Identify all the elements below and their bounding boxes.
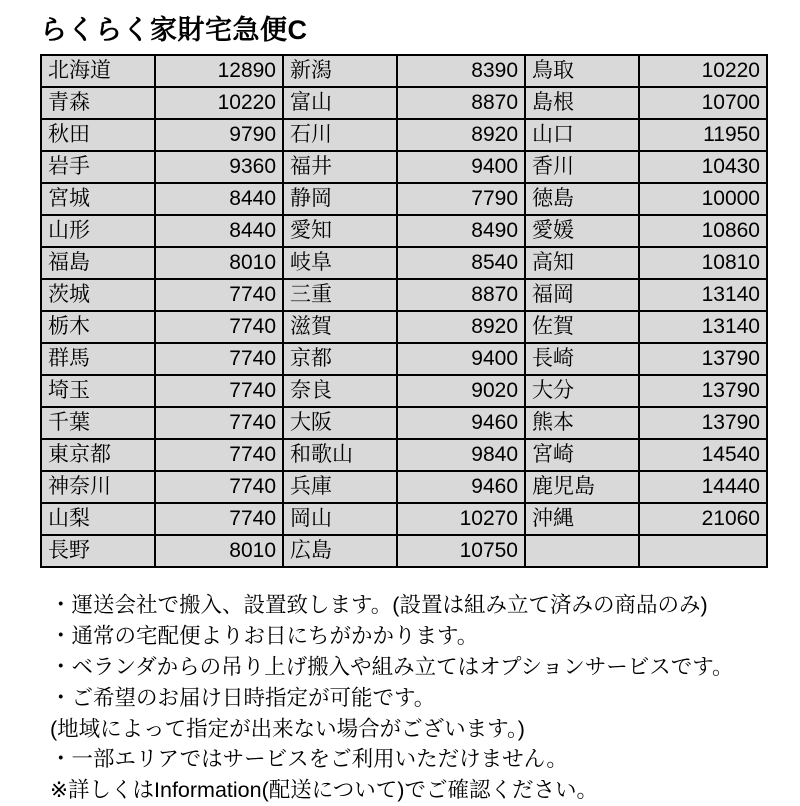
- prefecture-cell: 山形: [41, 215, 155, 247]
- prefecture-cell: 滋賀: [283, 311, 397, 343]
- price-cell: 14540: [639, 439, 767, 471]
- shipping-rate-table: [40, 54, 768, 568]
- price-cell: 8870: [397, 279, 525, 311]
- prefecture-cell: 長野: [41, 535, 155, 567]
- prefecture-cell: 香川: [525, 151, 639, 183]
- prefecture-cell: 石川: [283, 119, 397, 151]
- table-row: [41, 119, 767, 151]
- price-cell: 7740: [155, 503, 283, 535]
- prefecture-cell: 大阪: [283, 407, 397, 439]
- price-cell: 13140: [639, 311, 767, 343]
- prefecture-cell: 富山: [283, 87, 397, 119]
- price-cell: 9460: [397, 407, 525, 439]
- prefecture-cell: 宮崎: [525, 439, 639, 471]
- price-cell: 8390: [397, 55, 525, 87]
- table-row: [41, 439, 767, 471]
- prefecture-cell: 高知: [525, 247, 639, 279]
- price-cell: 12890: [155, 55, 283, 87]
- table-row: [41, 55, 767, 87]
- price-cell: 10750: [397, 535, 525, 567]
- prefecture-cell: 新潟: [283, 55, 397, 87]
- prefecture-cell: 徳島: [525, 183, 639, 215]
- table-row: [41, 503, 767, 535]
- table-row: [41, 151, 767, 183]
- note-line: (地域によって指定が出来ない場合がございます。): [50, 716, 525, 741]
- page-title: らくらく家財宅急便C: [40, 15, 308, 45]
- prefecture-cell: 岡山: [283, 503, 397, 535]
- price-cell: 9840: [397, 439, 525, 471]
- prefecture-cell: 東京都: [41, 439, 155, 471]
- prefecture-cell: 鳥取: [525, 55, 639, 87]
- prefecture-cell: 熊本: [525, 407, 639, 439]
- prefecture-cell: 大分: [525, 375, 639, 407]
- table-row: [41, 279, 767, 311]
- price-cell: 8010: [155, 535, 283, 567]
- price-cell: 14440: [639, 471, 767, 503]
- prefecture-cell: 奈良: [283, 375, 397, 407]
- prefecture-cell: 福岡: [525, 279, 639, 311]
- price-cell: 8540: [397, 247, 525, 279]
- prefecture-cell: 和歌山: [283, 439, 397, 471]
- price-cell: 7740: [155, 439, 283, 471]
- empty-cell: [639, 535, 767, 567]
- price-cell: 10220: [639, 55, 767, 87]
- prefecture-cell: 茨城: [41, 279, 155, 311]
- prefecture-cell: 埼玉: [41, 375, 155, 407]
- prefecture-cell: 千葉: [41, 407, 155, 439]
- prefecture-cell: 広島: [283, 535, 397, 567]
- price-cell: 10810: [639, 247, 767, 279]
- price-cell: 7740: [155, 279, 283, 311]
- price-cell: 13790: [639, 375, 767, 407]
- prefecture-cell: 山梨: [41, 503, 155, 535]
- table-row: [41, 471, 767, 503]
- empty-cell: [525, 535, 639, 567]
- table-row: [41, 535, 767, 567]
- table-row: [41, 343, 767, 375]
- note-line: ・ご希望のお届け日時指定が可能です。: [50, 685, 436, 710]
- price-cell: 13790: [639, 407, 767, 439]
- note-line: ・ベランダからの吊り上げ搬入や組み立てはオプションサービスです。: [50, 654, 734, 679]
- price-cell: 10220: [155, 87, 283, 119]
- prefecture-cell: 佐賀: [525, 311, 639, 343]
- price-cell: 8870: [397, 87, 525, 119]
- price-cell: 10000: [639, 183, 767, 215]
- note-line: ・運送会社で搬入、設置致します。(設置は組み立て済みの商品のみ): [50, 592, 708, 617]
- price-cell: 7740: [155, 311, 283, 343]
- price-cell: 13790: [639, 343, 767, 375]
- price-cell: 10860: [639, 215, 767, 247]
- prefecture-cell: 岩手: [41, 151, 155, 183]
- prefecture-cell: 群馬: [41, 343, 155, 375]
- table-row: [41, 407, 767, 439]
- rate-table-body: [41, 55, 767, 567]
- price-cell: 9360: [155, 151, 283, 183]
- prefecture-cell: 愛知: [283, 215, 397, 247]
- price-cell: 10430: [639, 151, 767, 183]
- table-row: [41, 215, 767, 247]
- price-cell: 13140: [639, 279, 767, 311]
- prefecture-cell: 福島: [41, 247, 155, 279]
- prefecture-cell: 宮城: [41, 183, 155, 215]
- note-line: ・一部エリアではサービスをご利用いただけません。: [50, 747, 568, 772]
- prefecture-cell: 兵庫: [283, 471, 397, 503]
- prefecture-cell: 京都: [283, 343, 397, 375]
- prefecture-cell: 北海道: [41, 55, 155, 87]
- prefecture-cell: 秋田: [41, 119, 155, 151]
- price-cell: 9400: [397, 343, 525, 375]
- price-cell: 8920: [397, 119, 525, 151]
- price-cell: 7740: [155, 375, 283, 407]
- price-cell: 8920: [397, 311, 525, 343]
- prefecture-cell: 静岡: [283, 183, 397, 215]
- price-cell: 7740: [155, 343, 283, 375]
- price-cell: 8440: [155, 215, 283, 247]
- prefecture-cell: 山口: [525, 119, 639, 151]
- price-cell: 8440: [155, 183, 283, 215]
- note-line: ※詳しくはInformation(配送について)でご確認ください。: [50, 778, 598, 803]
- prefecture-cell: 鹿児島: [525, 471, 639, 503]
- prefecture-cell: 青森: [41, 87, 155, 119]
- price-cell: 9790: [155, 119, 283, 151]
- prefecture-cell: 沖縄: [525, 503, 639, 535]
- price-cell: 10270: [397, 503, 525, 535]
- price-cell: 11950: [639, 119, 767, 151]
- notes-list: [50, 590, 772, 806]
- table-row: [41, 183, 767, 215]
- prefecture-cell: 長崎: [525, 343, 639, 375]
- price-cell: 21060: [639, 503, 767, 535]
- prefecture-cell: 愛媛: [525, 215, 639, 247]
- price-cell: 9460: [397, 471, 525, 503]
- price-cell: 8490: [397, 215, 525, 247]
- price-cell: 7740: [155, 407, 283, 439]
- table-row: [41, 311, 767, 343]
- price-cell: 10700: [639, 87, 767, 119]
- price-cell: 9400: [397, 151, 525, 183]
- price-cell: 7790: [397, 183, 525, 215]
- prefecture-cell: 島根: [525, 87, 639, 119]
- prefecture-cell: 栃木: [41, 311, 155, 343]
- price-cell: 7740: [155, 471, 283, 503]
- table-row: [41, 87, 767, 119]
- prefecture-cell: 福井: [283, 151, 397, 183]
- note-line: ・通常の宅配便よりお日にちがかかります。: [50, 623, 479, 648]
- prefecture-cell: 三重: [283, 279, 397, 311]
- prefecture-cell: 神奈川: [41, 471, 155, 503]
- price-cell: 8010: [155, 247, 283, 279]
- table-row: [41, 247, 767, 279]
- price-cell: 9020: [397, 375, 525, 407]
- table-row: [41, 375, 767, 407]
- prefecture-cell: 岐阜: [283, 247, 397, 279]
